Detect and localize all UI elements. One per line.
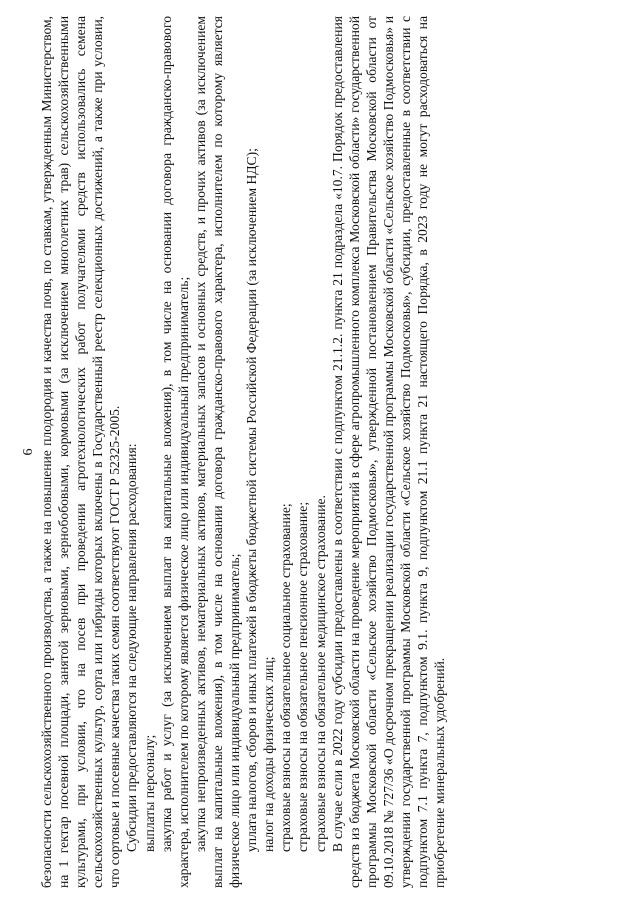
paragraph-seed-quality: безопасности сельскохозяйственного производства, а также на повышение плодородия и качества почв, по ставкам, утвержденным Министерством, на 1 гектар посевной площади, занятой зерновыми, зернобобовыми, кормовыми (за исключением многолетних трав) сельскохозяйственными культурами, при условии, что на посев при проведении агротехнологических работ получателями средств использовались семена сельскохозяйственных культур, сорта или гибриды которых включены в Государственный реестр селекционных достижений, а также при условии, что сортовые и посевные качества таких семян соответствуют ГОСТ Р 52325-2005. xyxy=(39,16,123,888)
paragraph-social-insurance: страховые взносы на обязательное социальное страхование; xyxy=(278,503,294,852)
page-number: 6 xyxy=(21,448,36,456)
paragraph-spending-directions: Субсидии предоставляются на следующие направления расходования: xyxy=(124,443,140,852)
paragraph-medical-insurance: страховые взносы на обязательное медицинское страхование. xyxy=(312,495,328,852)
paragraph-assets-purchase: закупка непроизведенных активов, нематериальных активов, материальных запасов и основных средств, и прочих активов (за исключением выплат на капитальные вложения), в том числе на основании договора гражданско-правового характера, исполнителем по которому является физическое лицо или индивидуальный предприниматель; xyxy=(192,16,243,888)
document-page xyxy=(20,12,624,892)
paragraph-2022-condition: В случае если в 2022 году субсидии предоставлены в соответствии с подпунктом 21.1.2. пункта 21 подраздела «10.7. Порядок предоставления средств из бюджета Московской области на проведение мероприятий в сфере агропромышленного комплекса Московской области» государственной программы Московской области «Сельское хозяйство Подмосковья», утвержденной постановлением Правительства Московской области от 09.10.2018 № 727/36 «О досрочном прекращении реализации государственной программы Московской области «Сельское хозяйство Подмосковья» и утверждении государственной программы Московской области «Сельское хозяйство Подмосковья», субсидии, предоставленные в соответствии с подпунктом 7.1 пункта 7, подпунктом 9.1. пункта 9, подпунктом 21.1 пункта 21 настоящего Порядка, в 2023 году не могут расходоваться на приобретение минеральных удобрений. xyxy=(329,16,448,888)
document-body xyxy=(38,16,448,888)
paragraph-pension-insurance: страховые взносы на обязательное пенсионное страхование; xyxy=(295,501,311,852)
paragraph-staff-payments: выплаты персоналу; xyxy=(141,734,157,852)
paragraph-taxes: уплата налогов, сборов и иных платежей в бюджеты бюджетной системы Российской Федерации (за исключением НДС); xyxy=(244,148,260,852)
paragraph-works-services: закупка работ и услуг (за исключением выплат на капитальные вложения), в том числе на основании договора гражданско-правового характера, исполнителем по которому является физическое лицо или индивидуальный предприниматель; xyxy=(158,16,191,888)
paragraph-income-tax: налог на доходы физических лиц; xyxy=(261,656,277,852)
